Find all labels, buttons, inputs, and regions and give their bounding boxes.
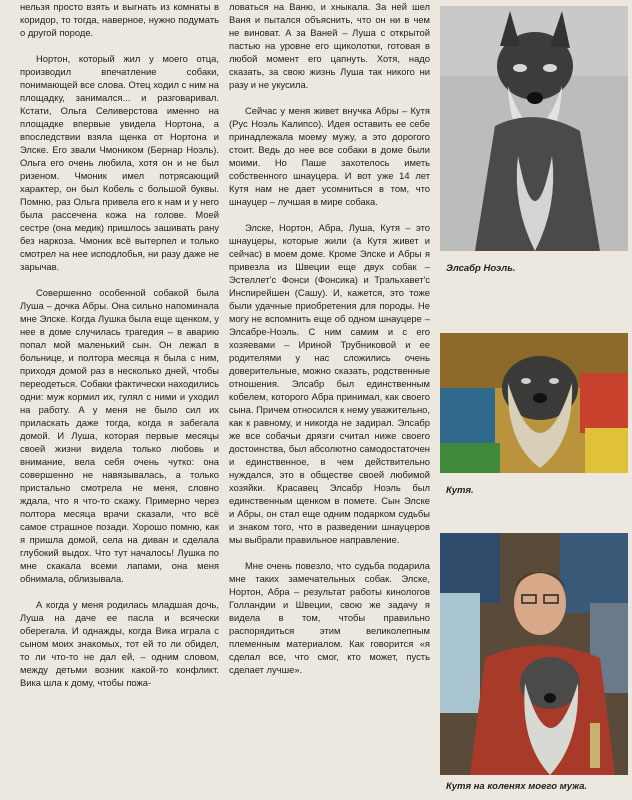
text-column-middle — [229, 0, 430, 800]
photo-caption: Элсабр Ноэль. — [446, 263, 516, 274]
photo-kutya-with-husband — [440, 533, 628, 775]
photo-caption: Кутя на коленях моего мужа. — [446, 781, 588, 792]
paragraph: Нортон, который жил у моего отца, производил впечатление собаки, понимающей все слова. Отец ходил с ним на площадку, занимался... и разговаривал. Кстати, Ольга Селиверстова именно на площадке впервые увидела Нортона, а впоследствии взяла щенка от Нортона и Элске. Его звали Чмоником (Бернар Ноэль). Ольга его очень любила, хотя он и не был ризеном. Чмоник имел потрясающий характер, он был Кобель с большой буквы. Помню, раз Ольга привела его к нам и у него была рассечена кожа на голове. Моей сестре (она медик) пришлось зашивать рану без наркоза. Чмоник всё вытерпел и только смотрел на нее исподлобья, ни разу даже не зарычав. — [20, 53, 219, 272]
paragraph: Мне очень повезло, что судьба подарила мне таких замечательных собак. Элске, Нортон, Абра – результат работы кинологов Голландии и Швеции, свою же задачу я видела в том, чтобы правильно распорядиться этим великолепным племенным материалом. Как говорится «я сделал все, что смог, кто может, пусть сделает лучше». — [229, 560, 430, 675]
photo-caption: Кутя. — [446, 485, 474, 496]
paragraph: Элске, Нортон, Абра, Луша, Кутя – это шнауцеры, которые жили (а Кутя живет и сейчас) в моем доме. Кроме Элске и Абры я привезла из Швеции еще двух собак – Эстеллет'с Фонси (Фонсика) и Трэльхавет'с Инспирейшен (Сашу). И, кажется, это тоже были удачные приобретения для породы. Не могу не вспомнить еще об одном шнауцере – Элсабре-Ноэль. С ним самим и с его хозяевами – Ириной Трубниковой и ее родителями у нас сложились очень доверительные, можно сказать, родственные отношения. Элсабр был единственным кобелем, которого Абра принимал, как своего сына. Причем относился к нему уважительно, как к равному, и никогда не задирал. Элсабр же все собачьи дрязги считал ниже своего достоинства, был абсолютно самодостаточен и единственное, в чем действительно нуждался, это в обществе своей любимой хозяйки. Красавец Элсабр Ноэль был единственным щенком в помете. Сын Элске и Абры, он стал еще одним подарком судьбы и знаком того, что в разведении шнауцеров мы выбрали правильное направление. — [229, 222, 430, 545]
paragraph: А когда у меня родилась младшая дочь, Луша на даче ее пасла и всячески оберегала. И однажды, когда Вика играла с сыном моих знакомых, тот ей то ли обидел, то ли что-то не дал ей, – одним словом, между детьми возник какой-то конфликт. Вика шла к дому, чтобы пожа- — [20, 599, 219, 688]
text-column-left — [20, 0, 219, 800]
paragraph: Совершенно особенной собакой была Луша – дочка Абры. Она сильно напоминала мне Элске. Когда Лушка была еще щенком, у нее в доме случилась трагедия – в аварию попал мой маленький сын. Он лежал в больнице, и полтора месяца я была с ним, приходя домой раз в несколько дней, чтобы переодеться. Собаки фактически находились одни: муж кормил их, гулял с ними и уходил на работу. А у меня не было сил их приласкать даже тогда, когда я забегала домой. И Луша, которая первые месяцы своей жизни видела только любовь и внимание, вела себя очень чутко: она совершенно не навязывалась, а только пристально смотрела не меня, словно ждала, что я что-то скажу. Примерно через полтора месяца врачи сказали, что всё самое страшное позади. Хорошо помню, как я пришла домой, села на диван и сделала глубокий выдох. Что тут началось! Лушка по мне скакала всеми лапами, она меня обнимала, облизывала. — [20, 287, 219, 584]
photo-kutya — [440, 333, 628, 473]
paragraph: ловаться на Ваню, и хныкала. За ней шел Ваня и пытался объяснить, что он ни в чем не виноват. А за Ваней – Луша с открытой пастью на уровне его щиколотки, готовая в любой момент его цапнуть. Хотя, надо сказать, за свою жизнь Луша так никого ни разу и не укусила. — [229, 1, 430, 90]
paragraph: Сейчас у меня живет внучка Абры – Кутя (Рус Ноэль Калипсо). Идея оставить ее себе принадлежала моему мужу, а это дорогого стоит. Ведь до нее все собаки в доме были моими. Но Паше захотелось иметь собственного шнауцера. И вот уже 14 лет Кутя нам не дает усомниться в том, что шнауцер – лучшая в мире собака. — [229, 105, 430, 207]
paragraph: нельзя просто взять и выгнать из комнаты в коридор, то тогда, наверное, нужно подумать о другой породе. — [20, 1, 219, 38]
photo-elsabr-noel — [440, 6, 628, 251]
